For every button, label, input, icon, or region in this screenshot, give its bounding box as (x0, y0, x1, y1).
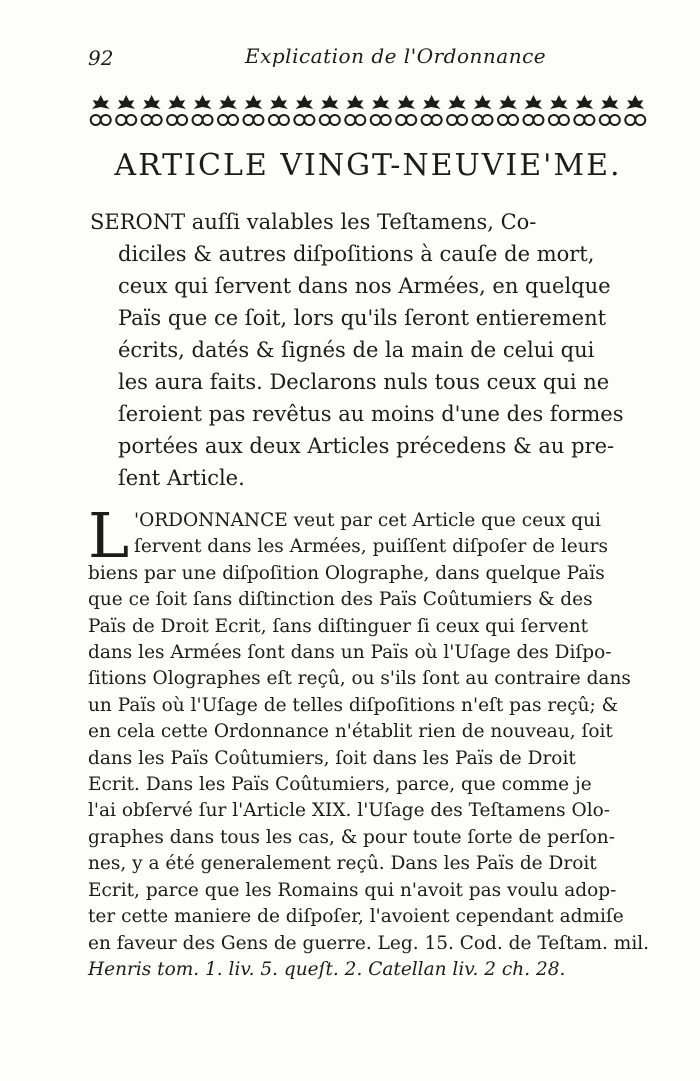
commentary-line: en cela cette Ordonnance n'établit rien de nouveau, ſoit (88, 721, 613, 743)
commentary-line: Ecrit. Dans les Païs Coûtumiers, parce, que comme je (88, 774, 592, 796)
commentary-line: ſitions Olographes eſt reçû, ou s'ils ſont au contraire dans (88, 668, 631, 690)
article-line: ceux qui ſervent dans nos Armées, en quelque (118, 274, 611, 298)
article-line: portées aux deux Articles précedens & au pre- (118, 434, 615, 458)
commentary-text (88, 499, 653, 983)
article-line: ſeroient pas revêtus au moins d'une des formes (118, 402, 624, 426)
drop-cap: L (88, 499, 130, 572)
commentary-line: ter cette maniere de diſpoſer, l'avoient cependant admiſe (88, 906, 624, 928)
commentary-citation-line: Henris tom. 1. liv. 5. queſt. 2. Catellan liv. 2 ch. 28. (88, 958, 566, 980)
fleuron-band-icon (88, 92, 648, 130)
commentary-line: que ce ſoit ſans diſtinction des Païs Coûtumiers & des (88, 589, 593, 611)
commentary-line: 'ORDONNANCE veut par cet Article que ceux qui (134, 510, 601, 531)
article-line: écrits, datés & ſignés de la main de celui qui (118, 338, 595, 362)
commentary-line: l'ai obſervé ſur l'Article XIX. l'Uſage des Teſtamens Olo- (88, 800, 611, 822)
commentary-line: Ecrit, parce que les Romains qui n'avoit pas voulu adop- (88, 879, 617, 901)
article-line: les aura faits. Declarons nuls tous ceux qui ne (118, 370, 610, 394)
article-line: Païs que ce ſoit, lors qu'ils ſeront entierement (118, 306, 607, 330)
commentary-line: dans les Païs Coûtumiers, ſoit dans les Païs de Droit (88, 747, 576, 769)
article-line: diciles & autres diſpoſitions à cauſe de mort, (118, 242, 595, 266)
article-line: ſent Article. (118, 466, 245, 490)
commentary-line: nes, y a été generalement reçû. Dans les Païs de Droit (88, 853, 597, 875)
article-line: SERONT auſſi valables les Teſtamens, Co- (90, 210, 537, 234)
commentary-line: Païs de Droit Ecrit, ſans diſtinguer ſi ceux qui ſervent (88, 615, 589, 637)
article-title: ARTICLE VINGT-NEUVIE'ME. (114, 148, 622, 183)
commentary-line: graphes dans tous les cas, & pour toute ſorte de perſon- (88, 826, 615, 848)
article-text (90, 206, 650, 494)
commentary-line: un Païs où l'Uſage de telles diſpoſitions n'eſt pas reçû; & (88, 694, 619, 716)
running-title: Explication de l'Ordonnance (245, 44, 547, 68)
commentary-line: dans les Armées ſont dans un Païs où l'Uſage des Diſpo- (88, 642, 612, 664)
commentary-line: ſervent dans les Armées, puiſſent diſpoſer de leurs (134, 536, 609, 558)
commentary-line: en faveur des Gens de guerre. Leg. 15. Cod. de Teſtam. mil. (88, 932, 650, 954)
commentary-line: biens par une diſpoſition Olographe, dans quelque Païs (88, 562, 605, 584)
page-number: 92 (88, 46, 114, 70)
